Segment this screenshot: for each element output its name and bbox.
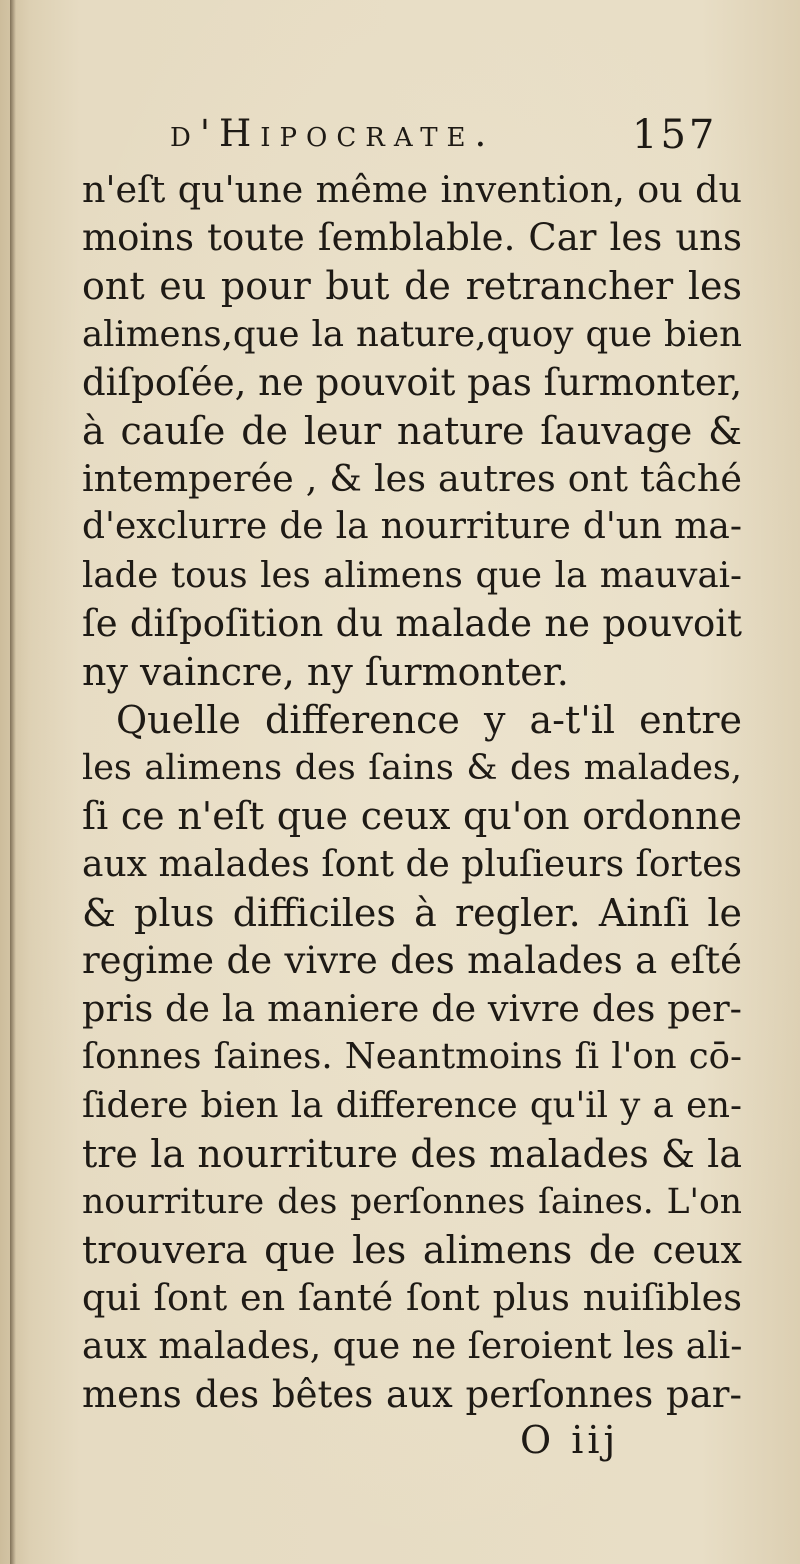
text-line: ont eu pour but de retrancher les [82, 264, 742, 309]
text-line: nourriture des perſonnes ſaines. L'on [82, 1181, 742, 1222]
text-line: aux malades, que ne ſeroient les ali- [82, 1325, 743, 1367]
text-line: Quelle difference y a-t'il entre [116, 698, 742, 743]
page-number: 157 [632, 112, 718, 158]
text-line: trouvera que les alimens de ceux [82, 1228, 742, 1273]
text-line: tre la nourriture des malades & la [82, 1131, 742, 1176]
page-gutter-shadow [10, 0, 16, 1564]
text-line: ſidere bien la difference qu'il y a en- [82, 1084, 742, 1126]
text-line: n'eſt qu'une même invention, ou du [82, 168, 742, 211]
text-line: alimens,que la nature,quoy que bien [82, 313, 742, 355]
text-line: les alimens des ſains & des malades, [82, 748, 742, 789]
text-line: ſi ce n'eſt que ceux qu'on ordonne [82, 794, 742, 839]
body-text [82, 166, 742, 1419]
signature-mark: O iij [520, 1418, 620, 1462]
text-line: lade tous les alimens que la mauvai- [82, 554, 742, 596]
text-line: ny vaincre, ny ſurmonter. [82, 649, 569, 694]
text-line: aux malades ſont de pluſieurs ſortes [82, 843, 742, 885]
running-head: d'Hipocrate. [170, 112, 496, 155]
text-line: d'exclurre de la nourriture d'un ma- [82, 506, 742, 548]
text-line: & plus difficiles à regler. Ainſi le [82, 890, 742, 935]
text-line: mens des bêtes aux perſonnes par- [82, 1372, 742, 1416]
text-line: qui ſont en ſanté ſont plus nuiſibles [82, 1276, 742, 1320]
text-line: ſe diſpoſition du malade ne pouvoit [82, 601, 742, 645]
text-line: à cauſe de leur nature ſauvage & [82, 408, 742, 453]
text-line: ſonnes ſaines. Neantmoins ſi l'on cō- [82, 1036, 742, 1078]
text-line: regime de vivre des malades a eſté [82, 939, 742, 982]
text-line: intemperée , & les autres ont tâché [82, 457, 742, 501]
text-line: moins toute ſemblable. Car les uns [82, 216, 742, 260]
text-line: diſpoſée, ne pouvoit pas ſurmonter, [82, 360, 743, 404]
text-line: pris de la maniere de vivre des per- [82, 987, 742, 1031]
